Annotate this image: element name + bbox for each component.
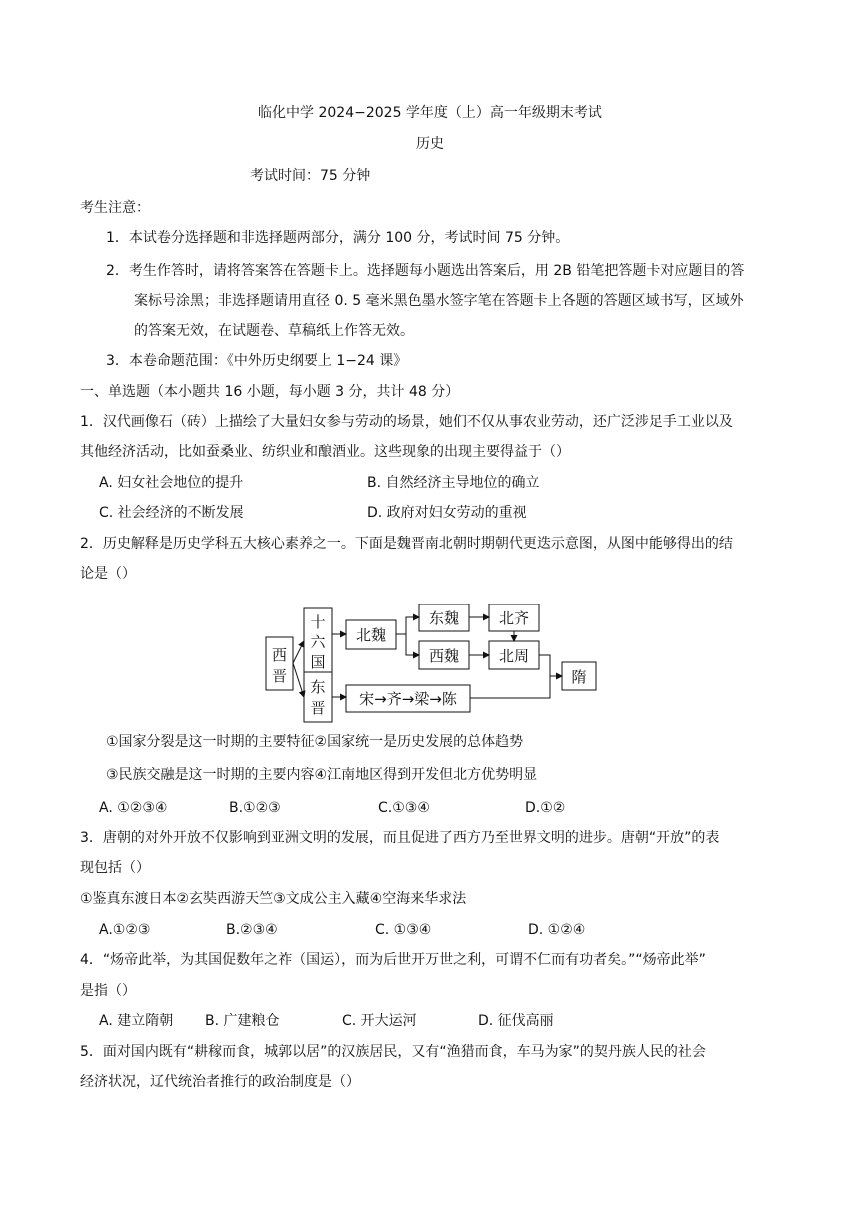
notice-item-2-line-1: 2．考生作答时，请将答案答在答题卡上。选择题每小题选出答案后，用 2B 铅笔把答题卡对应题目的答: [106, 263, 745, 279]
label-xijin-2: 晋: [271, 667, 288, 685]
label-xiwei: 西魏: [428, 647, 460, 665]
exam-subject: 历史: [416, 136, 444, 152]
label-shiliuguo-1: 十: [310, 613, 326, 631]
exam-title: 临化中学 2024−2025 学年度（上）高一年级期末考试: [258, 105, 602, 121]
label-sui: 隋: [571, 668, 587, 686]
q2-stem-line-1: 2．历史解释是历史学科五大核心素养之一。下面是魏晋南北朝时期朝代更迭示意图，从图中能够得出的结: [80, 536, 733, 552]
q4-option-c: C. 开大运河: [342, 1013, 417, 1029]
label-dongjin-1: 东: [310, 678, 326, 696]
q3-option-c: C. ①③④: [375, 922, 432, 938]
q4-option-d: D. 征伐高丽: [478, 1013, 554, 1029]
q3-stem-line-2: 现包括（）: [80, 860, 150, 876]
q3-option-d: D. ①②④: [528, 922, 586, 938]
label-beizhou: 北周: [498, 647, 530, 665]
q2-statements-line-1: ①国家分裂是这一时期的主要特征②国家统一是历史发展的总体趋势: [106, 734, 524, 750]
q1-option-b: B. 自然经济主导地位的确立: [367, 475, 540, 491]
q4-stem-line-1: 4．“炀帝此举，为其国促数年之祚（国运），而为后世开万世之利，可谓不仁而有功者矣。”“炀帝此举”: [80, 952, 706, 968]
q5-stem-line-2: 经济状况，辽代统治者推行的政治制度是（）: [80, 1074, 360, 1090]
q2-option-c: C.①③④: [378, 800, 430, 816]
notice-item-1: 1．本试卷分选择题和非选择题两部分，满分 100 分，考试时间 75 分钟。: [106, 230, 570, 246]
q4-option-a: A. 建立隋朝: [99, 1013, 174, 1029]
q2-stem-line-2: 论是（）: [80, 566, 136, 582]
exam-time: 考试时间：75 分钟: [250, 168, 371, 184]
q1-stem-line-2: 其他经济活动，比如蚕桑业、纺织业和酿酒业。这些现象的出现主要得益于（）: [80, 444, 570, 460]
label-shiliuguo-3: 国: [310, 653, 326, 671]
notice-item-3: 3．本卷命题范围：《中外历史纲要上 1−24 课》: [106, 353, 408, 369]
label-xijin-1: 西: [271, 646, 288, 664]
q4-stem-line-2: 是指（）: [80, 983, 136, 999]
q2-option-b: B.①②③: [229, 800, 281, 816]
q1-option-a: A. 妇女社会地位的提升: [99, 475, 244, 491]
q2-statements-line-2: ③民族交融是这一时期的主要内容④江南地区得到开发但北方优势明显: [106, 767, 538, 783]
label-shiliuguo-2: 六: [310, 633, 326, 651]
q2-option-d: D.①②: [525, 800, 566, 816]
q3-stem-line-1: 3．唐朝的对外开放不仅影响到亚洲文明的发展，而且促进了西方乃至世界文明的进步。唐朝“开放”的表: [80, 830, 720, 846]
label-dongjin-2: 晋: [310, 699, 326, 717]
q4-option-b: B. 广建粮仓: [205, 1013, 280, 1029]
q3-statements: ①鉴真东渡日本②玄奘西游天竺③文成公主入藏④空海来华求法: [80, 891, 467, 907]
label-beiqi: 北齐: [498, 609, 530, 627]
notice-item-2-line-3: 的答案无效，在试题卷、草稿纸上作答无效。: [134, 323, 414, 339]
q1-option-d: D. 政府对妇女劳动的重视: [367, 505, 527, 521]
notice-item-2-line-2: 案标号涂黑；非选择题请用直径 0. 5 毫米黑色墨水签字笔在答题卡上各题的答题区域书写，区域外: [134, 293, 744, 309]
q5-stem-line-1: 5．面对国内既有“耕稼而食，城郭以居”的汉族居民，又有“渔猎而食，车马为家”的契丹族人民的社会: [80, 1044, 706, 1060]
label-dongwei: 东魏: [428, 609, 460, 627]
q3-option-b: B.②③④: [226, 922, 278, 938]
q1-stem-line-1: 1．汉代画像石（砖）上描绘了大量妇女参与劳动的场景，她们不仅从事农业劳动，还广泛涉足手工业以及: [80, 414, 733, 430]
section-title: 一、单选题（本小题共 16 小题，每小题 3 分，共计 48 分）: [80, 384, 460, 400]
q2-option-a: A. ①②③④: [99, 800, 168, 816]
dynasty-succession-diagram: [262, 604, 602, 726]
notice-heading: 考生注意：: [80, 200, 150, 216]
q1-option-c: C. 社会经济的不断发展: [99, 505, 244, 521]
label-south-dynasties: 宋→齐→梁→陈: [359, 690, 457, 708]
q3-option-a: A.①②③: [99, 922, 151, 938]
label-beiwei: 北魏: [355, 626, 387, 644]
